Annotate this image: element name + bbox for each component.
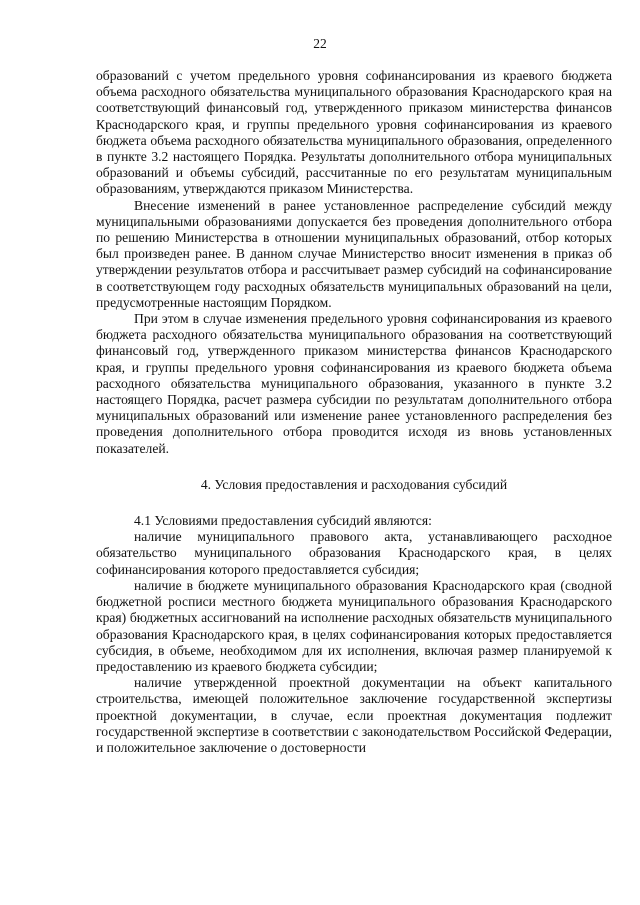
paragraph-continuation: образований с учетом предельного уровня софинансирования из краевого бюджета объема расходного обязательства муниципального образования Краснодарского края на соответствующий финансовый год, утвержденного приказом министерства финансов Краснодарского края, и группы предельного уровня софинансирования из краевого бюджета объема расходного обязательства муниципального образования, определенного в пункте 3.2 настоящего Порядка. Результаты дополнительного отбора муниципальных образований и объемы субсидий, рассчитанные по его результатам муниципальным образованиям, утверждаются приказом Министерства. (96, 68, 612, 197)
condition-budget-allocations: наличие в бюджете муниципального образования Краснодарского края (сводной бюджетной росписи местного бюджета муниципального образования Краснодарского края) бюджетных ассигнований на исполнение расходных обязательств муниципального образования Краснодарского края, в целях софинансирования которых предоставляется субсидия, в объеме, необходимом для их исполнения, включая размер планируемой к предоставлению из краевого бюджета субсидии; (96, 577, 612, 674)
document-body (96, 68, 612, 756)
condition-project-documentation: наличие утвержденной проектной документации на объект капитального строительства, имеющей положительное заключение государственной экспертизы проектной документации, в случае, если проектная документация подлежит государственной экспертизе в соответствии с законодательством Российской Федерации, и положительное заключение о достоверности (96, 675, 612, 755)
condition-legal-act: наличие муниципального правового акта, устанавливающего расходное обязательство муниципального образования Краснодарского края, в целях софинансирования которого предоставляется субсидия; (96, 529, 612, 577)
paragraph-cofinancing-change: При этом в случае изменения предельного уровня софинансирования из краевого бюджета расходного обязательства муниципального образования на соответствующий финансовый год, утвержденного приказом министерства финансов Краснодарского края, и группы предельного уровня софинансирования из краевого бюджета объема расходного обязательства муниципального образования, указанного в пункте 3.2 настоящего Порядка, расчет размера субсидии по результатам дополнительного отбора муниципальных образований или изменение ранее установленного распределения без проведения дополнительного отбора проводится исходя из вновь установленных показателей. (96, 311, 612, 456)
paragraph-redistribution: Внесение изменений в ранее установленное распределение субсидий между муниципальными образованиями допускается без проведения дополнительного отбора по решению Министерства в отношении муниципальных образований, отбор которых был произведен ранее. В данном случае Министерство вносит изменения в приказ об утверждении результатов отбора и рассчитывает размер субсидий на софинансирование в соответствующем году расходных обязательств муниципальных образований на цели, предусмотренные настоящим Порядком. (96, 197, 612, 310)
page-number: 22 (313, 36, 327, 51)
section-heading: 4. Условия предоставления и расходования субсидий (200, 476, 508, 492)
clause-4-1: 4.1 Условиями предоставления субсидий являются: (134, 513, 432, 529)
